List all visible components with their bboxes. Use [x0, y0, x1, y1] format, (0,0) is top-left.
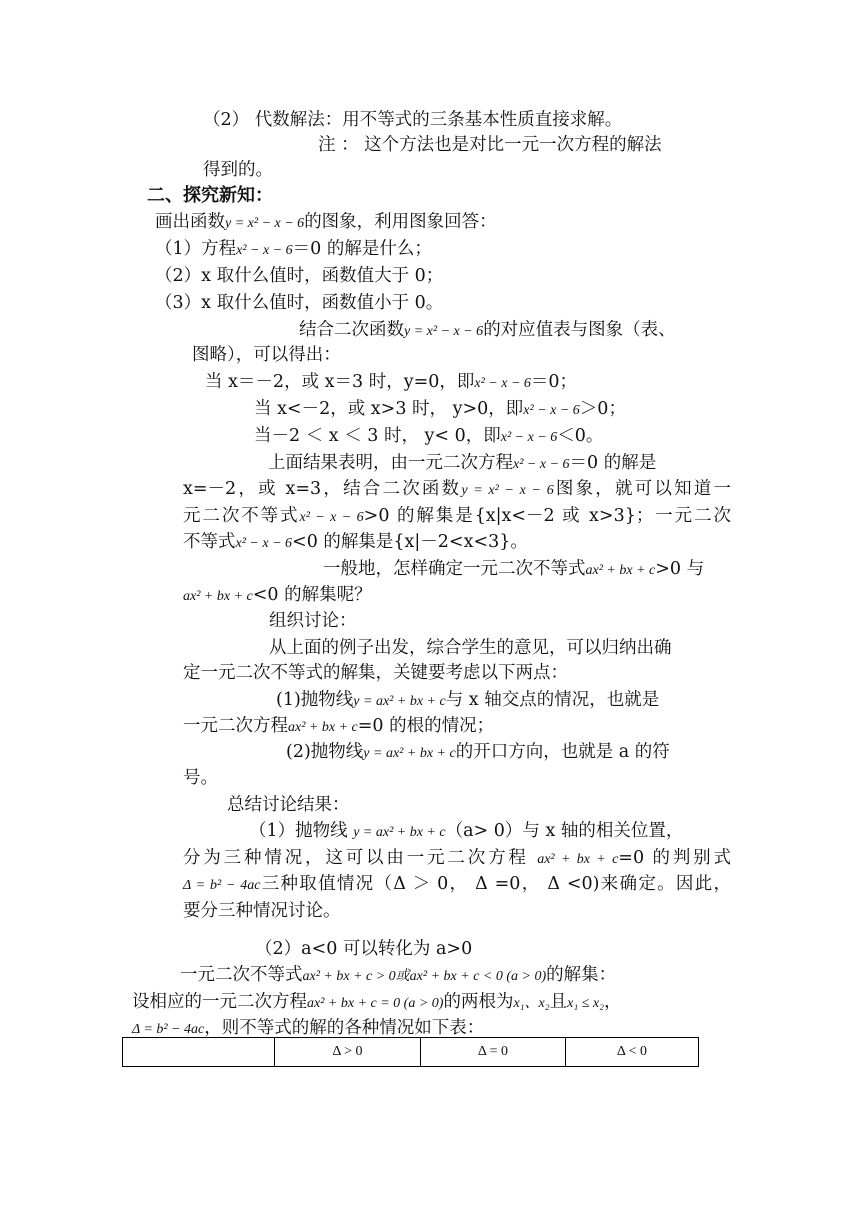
text-line: 从上面的例子出发，综合学生的意见，可以归纳出确 — [269, 638, 672, 658]
text-segment: 一元二次方程 — [183, 716, 288, 736]
text-segment: ＜0。 — [557, 426, 604, 446]
text-line — [183, 846, 731, 872]
text-segment: （a> 0）与 x 轴的相关位置， — [445, 821, 684, 841]
text-line — [132, 990, 621, 1016]
table-header-row — [123, 1038, 699, 1067]
math-expression: ax² + bx + c — [288, 720, 358, 735]
text-line: 定一元二次不等式的解集，关键要考虑以下两点： — [183, 663, 568, 683]
text-segment: 一元二次不等式 — [180, 965, 303, 985]
section-heading: 二、探究新知： — [147, 185, 273, 206]
table-header-cell: Δ > 0 — [275, 1038, 421, 1067]
text-segment: 分为三种情况，这可以由一元二次方程 — [183, 848, 538, 868]
math-expression: x² − x − 6 — [236, 243, 293, 258]
text-segment: ＞0； — [579, 399, 626, 419]
math-expression: x² − x − 6 — [500, 430, 558, 445]
text-segment: (2)抛物线 — [286, 742, 364, 762]
text-segment: 的两根为 — [443, 992, 514, 1012]
text-segment: 的开口方向，也就是 a 的符 — [455, 742, 670, 762]
text-segment: 当 x＝－2，或 x＝3 时，y=0，即 — [205, 372, 475, 392]
text-line — [155, 237, 432, 263]
math-expression: x₁、x₂ — [513, 996, 550, 1011]
text-segment: 的图象，利用图象回答： — [304, 212, 497, 232]
text-segment: 图象，就可以知道一 — [553, 479, 732, 499]
math-expression: x² − x − 6 — [513, 457, 570, 472]
text-line: 注 ： 这个方法也是对比一元一次方程的解法 — [318, 135, 662, 155]
text-segment: 上面结果表明，由一元二次方程 — [268, 453, 513, 473]
text-segment: 与 x 轴交点的情况，也就是 — [445, 690, 660, 710]
math-expression: y = x² − x − 6 — [461, 483, 554, 498]
text-line: 组织讨论： — [269, 611, 357, 631]
text-line — [254, 424, 603, 450]
text-segment: <0 的解集是{x|－2<x<3}。 — [292, 532, 528, 552]
text-segment: 设相应的一元二次方程 — [132, 992, 307, 1012]
math-expression: y = ax² + bx + c — [363, 746, 456, 761]
text-segment: ＝0； — [530, 372, 578, 392]
text-segment: ＝0 的解是 — [569, 453, 657, 473]
text-segment: （1）方程 — [155, 239, 237, 259]
math-expression: y = x² − x − 6 — [225, 216, 305, 231]
text-segment: >0 的解集是{x|x<－2 或 x>3}；一元二次 — [363, 506, 731, 526]
text-line — [183, 583, 372, 609]
math-expression: ax² + bx + c — [183, 589, 253, 604]
math-expression: ax² + bx + c > 0或ax² + bx + c < 0 (a > 0) — [302, 969, 547, 984]
math-expression: x² − x − 6 — [474, 376, 531, 391]
text-segment: >0 与 — [655, 559, 705, 579]
text-line — [183, 477, 731, 503]
math-expression: x₁ ≤ x₂ — [567, 996, 604, 1011]
text-segment: ＝0 的解是什么； — [292, 239, 432, 259]
text-segment: 不等式 — [183, 532, 236, 552]
text-segment: ， — [603, 992, 622, 1012]
text-segment: 结合二次函数 — [299, 320, 404, 340]
text-line — [155, 210, 497, 236]
text-segment: 元二次不等式 — [183, 506, 300, 526]
text-segment: 且 — [549, 992, 568, 1012]
text-line: （3）x 取什么值时，函数值小于 0。 — [155, 293, 444, 313]
math-expression: ax² + bx + c — [585, 563, 656, 578]
text-line — [268, 451, 656, 477]
math-expression: x² − x − 6 — [299, 510, 364, 525]
text-line — [323, 557, 704, 583]
text-segment: 一般地，怎样确定一元二次不等式 — [323, 559, 586, 579]
math-expression: y = x² − x − 6 — [404, 324, 484, 339]
math-expression: Δ = b² − 4ac — [183, 878, 261, 893]
math-expression: x² − x − 6 — [235, 536, 293, 551]
math-expression: Δ = b² − 4ac — [132, 1022, 205, 1037]
math-expression: ax² + bx + c — [537, 852, 619, 867]
math-expression: ax² + bx + c = 0 (a > 0) — [307, 996, 444, 1011]
text-line: 要分三种情况讨论。 — [183, 901, 341, 921]
table-header-cell: Δ < 0 — [566, 1038, 699, 1067]
text-segment: <0 的解集呢？ — [252, 585, 372, 605]
text-segment: =0 的判别式 — [618, 848, 731, 868]
text-line — [254, 397, 626, 423]
text-line — [249, 819, 683, 845]
text-line — [183, 530, 528, 556]
math-expression: y = ax² + bx + c — [353, 694, 446, 709]
text-line — [183, 714, 494, 740]
text-segment: 的对应值表与图象（表、 — [483, 320, 676, 340]
text-line — [299, 318, 676, 344]
text-line — [205, 370, 577, 396]
text-segment: ，则不等式的解的各种情况如下表： — [204, 1018, 485, 1038]
table-header-cell: Δ = 0 — [421, 1038, 566, 1067]
text-line — [183, 504, 731, 530]
text-segment: 三种取值情况（Δ ＞ 0， Δ =0， Δ <0)来确定。因此， — [260, 874, 731, 894]
text-line — [183, 872, 731, 898]
text-line: （2） 代数解法：用不等式的三条基本性质直接求解。 — [203, 110, 623, 130]
text-line — [286, 740, 670, 766]
text-segment: x=－2，或 x=3，结合二次函数 — [183, 479, 462, 499]
math-expression: x² − x − 6 — [523, 403, 580, 418]
text-line: 得到的。 — [203, 160, 273, 180]
text-line: 总结讨论结果： — [227, 795, 350, 815]
text-segment: 当 x<－2，或 x>3 时， y>0，即 — [254, 399, 524, 419]
text-line — [180, 963, 616, 989]
solution-table — [122, 1037, 699, 1067]
text-segment: (1)抛物线 — [276, 690, 354, 710]
text-line: （2）a<0 可以转化为 a>0 — [255, 939, 473, 959]
table-header-cell — [123, 1038, 275, 1067]
math-expression: y = ax² + bx + c — [353, 825, 446, 840]
text-segment: 画出函数 — [155, 212, 225, 232]
text-segment: （1）抛物线 — [249, 821, 354, 841]
text-line: 图略），可以得出： — [192, 345, 341, 365]
text-line: 号。 — [183, 768, 218, 788]
text-line — [276, 688, 659, 714]
text-line: （2）x 取什么值时，函数值大于 0； — [155, 266, 444, 286]
text-segment: 的解集： — [546, 965, 617, 985]
text-segment: =0 的根的情况； — [357, 716, 495, 736]
text-segment: 当－2 ＜ x ＜ 3 时， y< 0，即 — [254, 426, 501, 446]
